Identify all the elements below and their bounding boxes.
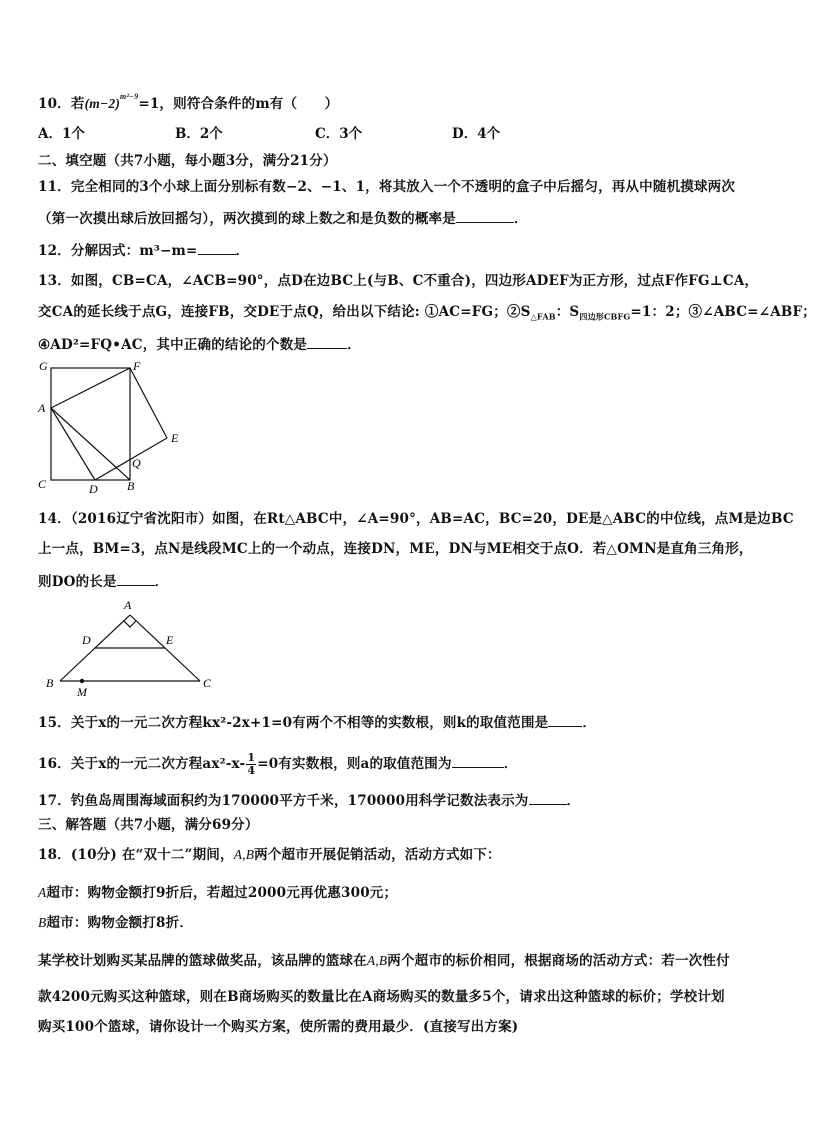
q11-line2-text: （第一次摸出球后放回摇匀），两次摸到的球上数之和是负数的概率是 [38,211,456,227]
answer-blank [456,208,514,223]
answer-blank [117,571,155,586]
segment-af [51,368,130,408]
q18-heading [38,846,501,864]
point-m [80,679,84,683]
q10-option-b: B．2个 [175,126,223,142]
label-m: M [77,685,87,699]
q13-end: ． [347,337,361,353]
label-e: E [171,431,179,445]
q14-line3-text: 则DO的长是 [38,574,117,590]
label-a: A [38,401,46,415]
label-c: C [203,676,212,690]
q10-option-c: C．3个 [315,126,363,142]
segment-ed [95,438,167,480]
label-a: A [124,598,132,612]
q13-sub-fab: △FAB [530,311,556,322]
q14-line2: 上一点，BM=3，点N是线段MC上的一个动点，连接DN，ME，DN与ME相交于点O．若△OMN是直角三角形， [38,541,753,557]
label-b: B [127,479,135,493]
q13-line2 [38,303,816,326]
q16-fraction-den: 4 [247,764,256,777]
q18-p1-ab: A,B [366,953,388,968]
q18-p1-pre: 某学校计划购买某品牌的篮球做奖品，该品牌的篮球在 [38,953,367,969]
q18-a-text: 超市：购物金额打9折后，若超过2000元再优惠300元； [46,885,398,901]
q16-end: ． [503,756,518,772]
label-f: F [133,359,141,373]
q17 [38,790,580,810]
q17-text: 17．钓鱼岛周围海域面积约为170000平方千米，170000用科学记数法表示为 [38,793,529,809]
q13-line2-end: =1：2；③∠ABC=∠ABF； [630,304,816,320]
q11-line1: 11．完全相同的3个小球上面分别标有数−2、−1、1，将其放入一个不透明的盒子中后摇匀，再从中随机摸球两次 [38,179,736,195]
q18-p1-post: 两个超市的标价相同，根据商场的活动方式：若一次性付 [387,953,730,969]
segment-ad [51,408,95,480]
q16-fraction-num: 1 [247,751,256,764]
q15 [38,712,596,732]
q12-text: 12．分解因式：m³−m= [38,243,198,259]
q13-line2-text: 交CA的延长线于点G，连接FB，交DE于点Q，给出以下结论: ①AC=FG；②S [38,304,531,320]
rectangle-gcbf [51,368,130,480]
q16-fraction [246,752,256,777]
q18-head-pre: 18．(10分) 在“双十二”期间， [38,847,234,863]
segment-ab [51,408,130,480]
q12 [38,240,249,260]
q14-line3 [38,571,168,591]
q18-paragraph-line1 [38,952,730,970]
label-d: D [82,633,91,647]
q16 [38,752,517,777]
section-2-heading: 二、填空题（共7小题，每小题3分，满分21分） [38,153,337,169]
q18-paragraph-line3: 购买100个篮球，请你设计一个购买方案，使所需的费用最少．(直接写出方案) [38,1019,519,1035]
q17-end: ． [566,793,581,809]
label-e: E [166,633,174,647]
answer-blank [307,334,347,349]
label-d: D [89,482,98,496]
q13-sub-cbfg: 四边形CBFG [579,311,631,322]
q14-line1: 14．（2016辽宁省沈阳市）如图，在Rt△ABC中，∠A=90°，AB=AC，BC=20，DE是△ABC的中位线，点M是边BC [38,511,794,527]
q18-b-text: 超市：购物金额打8折． [46,915,194,931]
q13-figure [35,360,195,495]
answer-blank [198,240,236,255]
q18-b-label: B [38,915,47,930]
label-g: G [39,359,48,373]
label-b: B [46,676,54,690]
section-3-heading: 三、解答题（共7小题，满分69分） [38,817,259,833]
q10-base: (m−2) [84,96,121,111]
q18-head-ab: A,B [233,847,255,862]
answer-blank [529,790,567,805]
q14-end: ． [154,574,169,590]
label-q: Q [132,456,141,470]
q16-post: =0有实数根，则a的取值范围为 [257,756,452,772]
q14-figure [40,598,220,698]
q10-option-d: D．4个 [452,126,501,142]
q10-option-a: A．1个 [38,126,85,142]
answer-blank [452,753,504,768]
q12-end: ． [235,243,250,259]
q16-pre: 16．关于x的一元二次方程ax²-x- [38,756,246,772]
answer-blank [548,712,582,727]
q18-a-label: A [38,885,47,900]
q11-end: ． [513,211,528,227]
question-10 [38,88,338,113]
q18-supermarket-a [38,884,397,902]
q18-supermarket-b [38,914,193,932]
q18-paragraph-line2: 款4200元购买这种篮球，则在B商场购买的数量比在A商场购买的数量多5个，请求出这种篮球的标价；学校计划 [38,989,725,1005]
q13-mid: ：S [555,304,580,320]
q10-number: 10．若 [38,96,85,112]
q10-rest: =1，则符合条件的m有（ ） [138,96,339,112]
q13-line3 [38,334,361,354]
segment-fe [130,368,167,438]
q15-text: 15．关于x的一元二次方程kx²-2x+1=0有两个不相等的实数根，则k的取值范围是 [38,715,549,731]
q13-line1: 13．如图，CB=CA，∠ACB=90°，点D在边BC上(与B、C不重合)，四边形ADEF为正方形，过点F作FG⊥CA， [38,273,759,289]
q10-exponent: m²−9 [120,92,139,101]
label-c: C [38,477,47,491]
q11-line2 [38,208,528,228]
q15-end: ． [582,715,597,731]
q13-line3-text: ④AD²=FQ•AC，其中正确的结论的个数是 [38,337,308,353]
right-angle-mark [124,621,136,627]
q18-head-post: 两个超市开展促销活动，活动方式如下： [254,847,501,863]
